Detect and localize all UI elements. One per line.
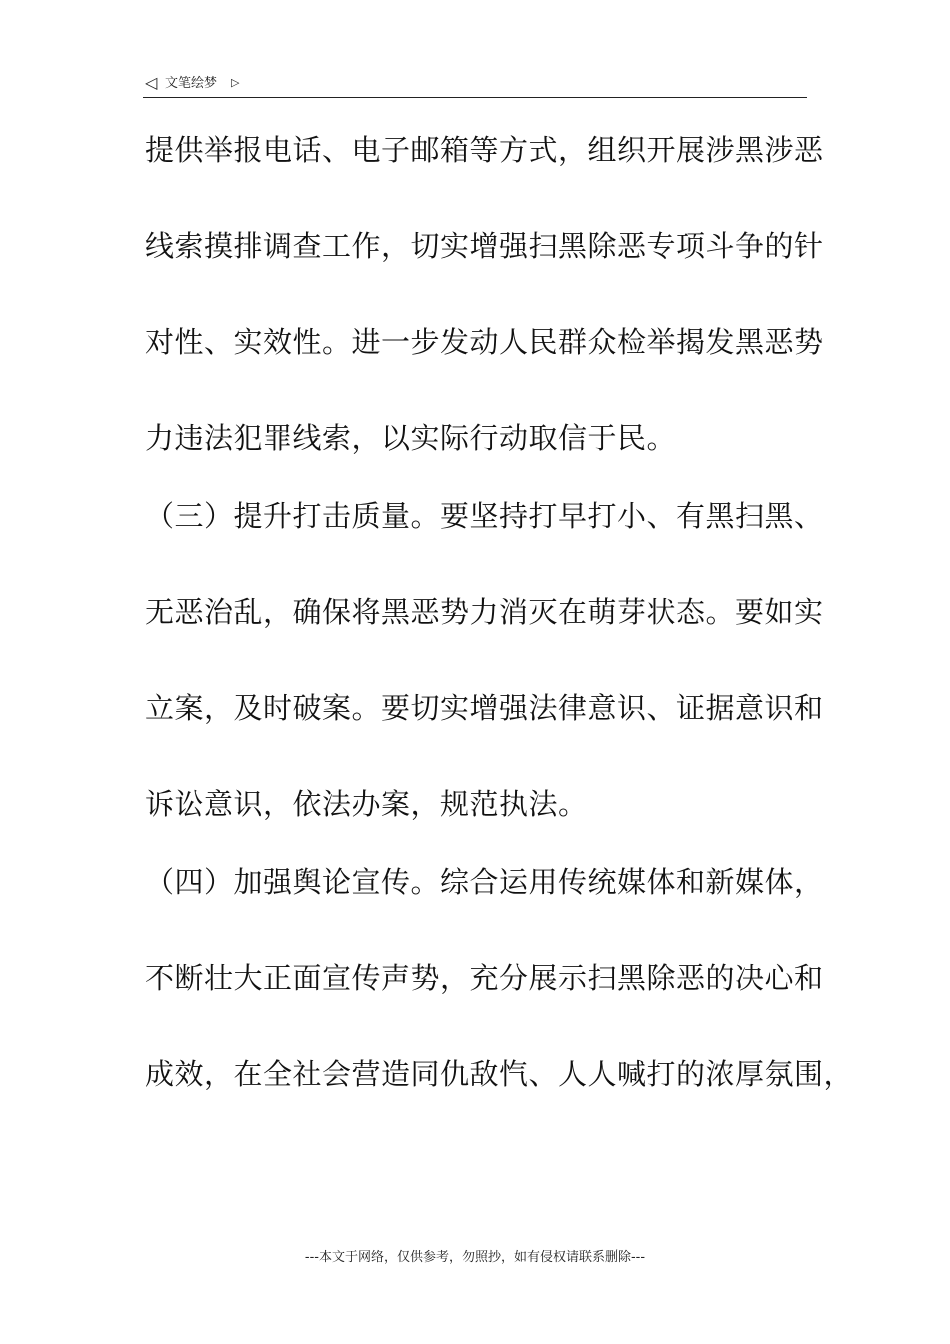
text-line: 线索摸排调查工作，切实增强扫黑除恶专项斗争的针 <box>145 229 824 263</box>
text-line: 对性、实效性。进一步发动人民群众检举揭发黑恶势 <box>145 325 824 359</box>
text-line: 立案，及时破案。要切实增强法律意识、证据意识和 <box>145 691 824 725</box>
text-line: 无恶治乱，确保将黑恶势力消灭在萌芽状态。要如实 <box>145 595 824 629</box>
triangle-right-icon: ▷ <box>231 76 240 89</box>
document-body <box>145 126 854 1146</box>
page-footer: ---本文于网络，仅供参考，勿照抄，如有侵权请联系删除--- <box>304 1250 646 1265</box>
text-line: （三）提升打击质量。要坚持打早打小、有黑扫黑、 <box>145 499 824 533</box>
text-line: 力违法犯罪线索，以实际行动取信于民。 <box>145 421 677 455</box>
page-header <box>143 72 807 98</box>
header-title: 文笔绘梦 <box>165 76 218 91</box>
text-line: （四）加强舆论宣传。综合运用传统媒体和新媒体， <box>145 865 824 899</box>
text-line: 不断壮大正面宣传声势，充分展示扫黑除恶的决心和 <box>145 961 824 995</box>
text-line: 诉讼意识，依法办案，规范执法。 <box>145 787 588 821</box>
text-line: 提供举报电话、电子邮箱等方式，组织开展涉黑涉恶 <box>145 133 824 167</box>
text-line: 成效，在全社会营造同仇敌忾、人人喊打的浓厚氛围， <box>145 1057 854 1091</box>
triangle-left-icon: ◁ <box>145 73 158 92</box>
